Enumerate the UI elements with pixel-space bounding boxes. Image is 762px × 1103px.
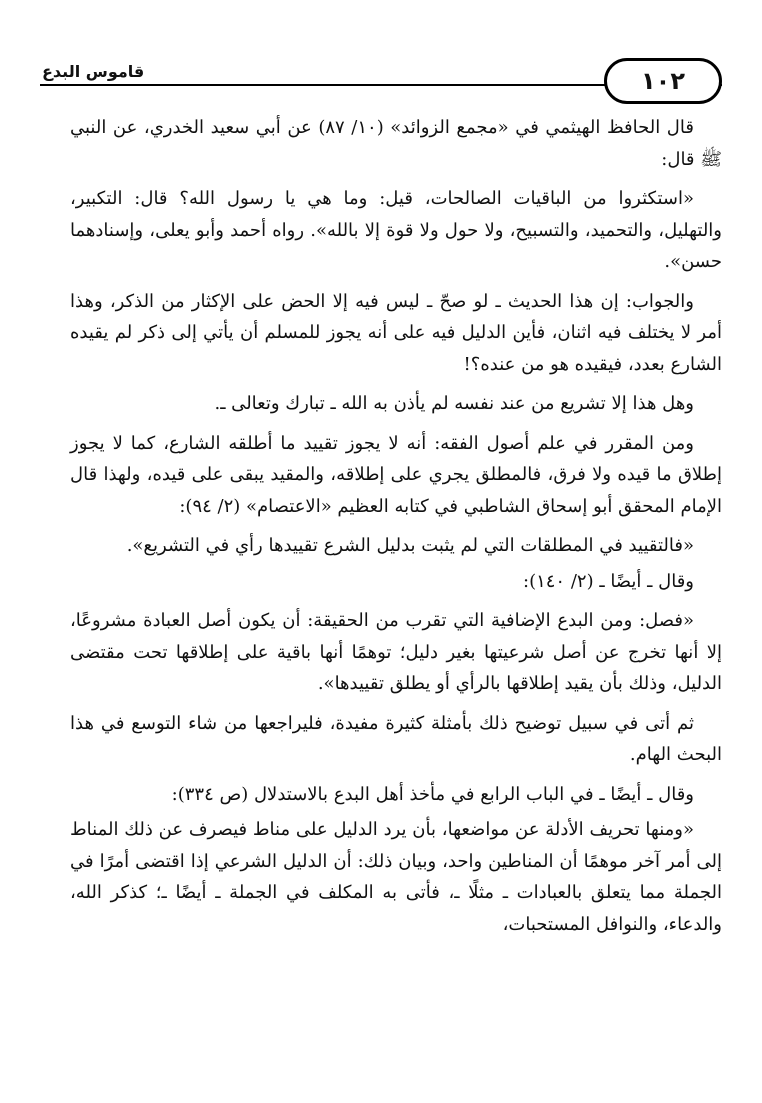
paragraph: وقال ـ أيضًا ـ في الباب الرابع في مأخذ أهل البدع بالاستدلال (ص ٣٣٤): <box>171 783 694 805</box>
paragraph-quote: «استكثروا من الباقيات الصالحات، قيل: وما هي يا رسول الله؟ قال: التكبير، والتهليل، والتحميد، والتسبيح، ولا حول ولا قوة إلا بالله». رواه أحمد وأبو يعلى، وإسنادهما حسن». <box>70 188 722 272</box>
paragraph: والجواب: إن هذا الحديث ـ لو صحّ ـ ليس فيه إلا الحض على الإكثار من الذكر، وهذا أمر لا يختلف فيه اثنان، فأين الدليل فيه على أنه يجوز للمسلم أن يأتي إلى ذكر لم يقيده الشارع بعدد، فيقيده هو من عنده؟! <box>70 290 722 375</box>
paragraph: قال الحافظ الهيثمي في «مجمع الزوائد» (١٠/ ٨٧) عن أبي سعيد الخدري، عن النبي ﷺ قال: <box>70 117 722 170</box>
paragraph-quote: «فصل: ومن البدع الإضافية التي تقرب من الحقيقة: أن يكون أصل العبادة مشروعًا، إلا أنها تخرج عن أصل شرعيتها بغير دليل؛ توهمًا أنها باقية على إطلاقها تحت مقتضى الدليل، وذلك بأن يقيد إطلاقها بالرأي أو يطلق تقييدها». <box>70 610 722 694</box>
book-title: قاموس البدع <box>40 62 150 81</box>
paragraph: وقال ـ أيضًا ـ (٢/ ١٤٠): <box>523 570 694 592</box>
page-header <box>40 58 722 106</box>
page-body <box>70 112 722 948</box>
page-number: ١٠٢ <box>604 58 722 104</box>
paragraph-quote: «فالتقييد في المطلقات التي لم يثبت بدليل الشرع تقييدها رأي في التشريع». <box>126 535 694 556</box>
paragraph: ثم أتى في سبيل توضيح ذلك بأمثلة كثيرة مفيدة، فليراجعها من شاء التوسع في هذا البحث الهام. <box>70 712 722 765</box>
paragraph: ومن المقرر في علم أصول الفقه: أنه لا يجوز تقييد ما أطلقه الشارع، كما لا يجوز إطلاق ما قيده ولا فرق، فالمطلق يجري على إطلاقه، والمقيد يبقى على قيده، ولهذا قال الإمام المحقق أبو إسحاق الشاطبي في كتابه العظيم «الاعتصام» (٢/ ٩٤): <box>70 432 722 517</box>
paragraph-quote: «ومنها تحريف الأدلة عن مواضعها، بأن يرد الدليل على مناط فيصرف عن ذلك المناط إلى أمر آخر موهمًا أن المناطين واحد، وبيان ذلك: أن الدليل الشرعي إذا اقتضى أمرًا في الجملة مما يتعلق بالعبادات ـ مثلًا ـ، فأتى به المكلف في الجملة ـ أيضًا ـ؛ كذكر الله، والدعاء، والنوافل المستحبات، <box>70 819 722 935</box>
paragraph: وهل هذا إلا تشريع من عند نفسه لم يأذن به الله ـ تبارك وتعالى ـ. <box>214 393 694 414</box>
